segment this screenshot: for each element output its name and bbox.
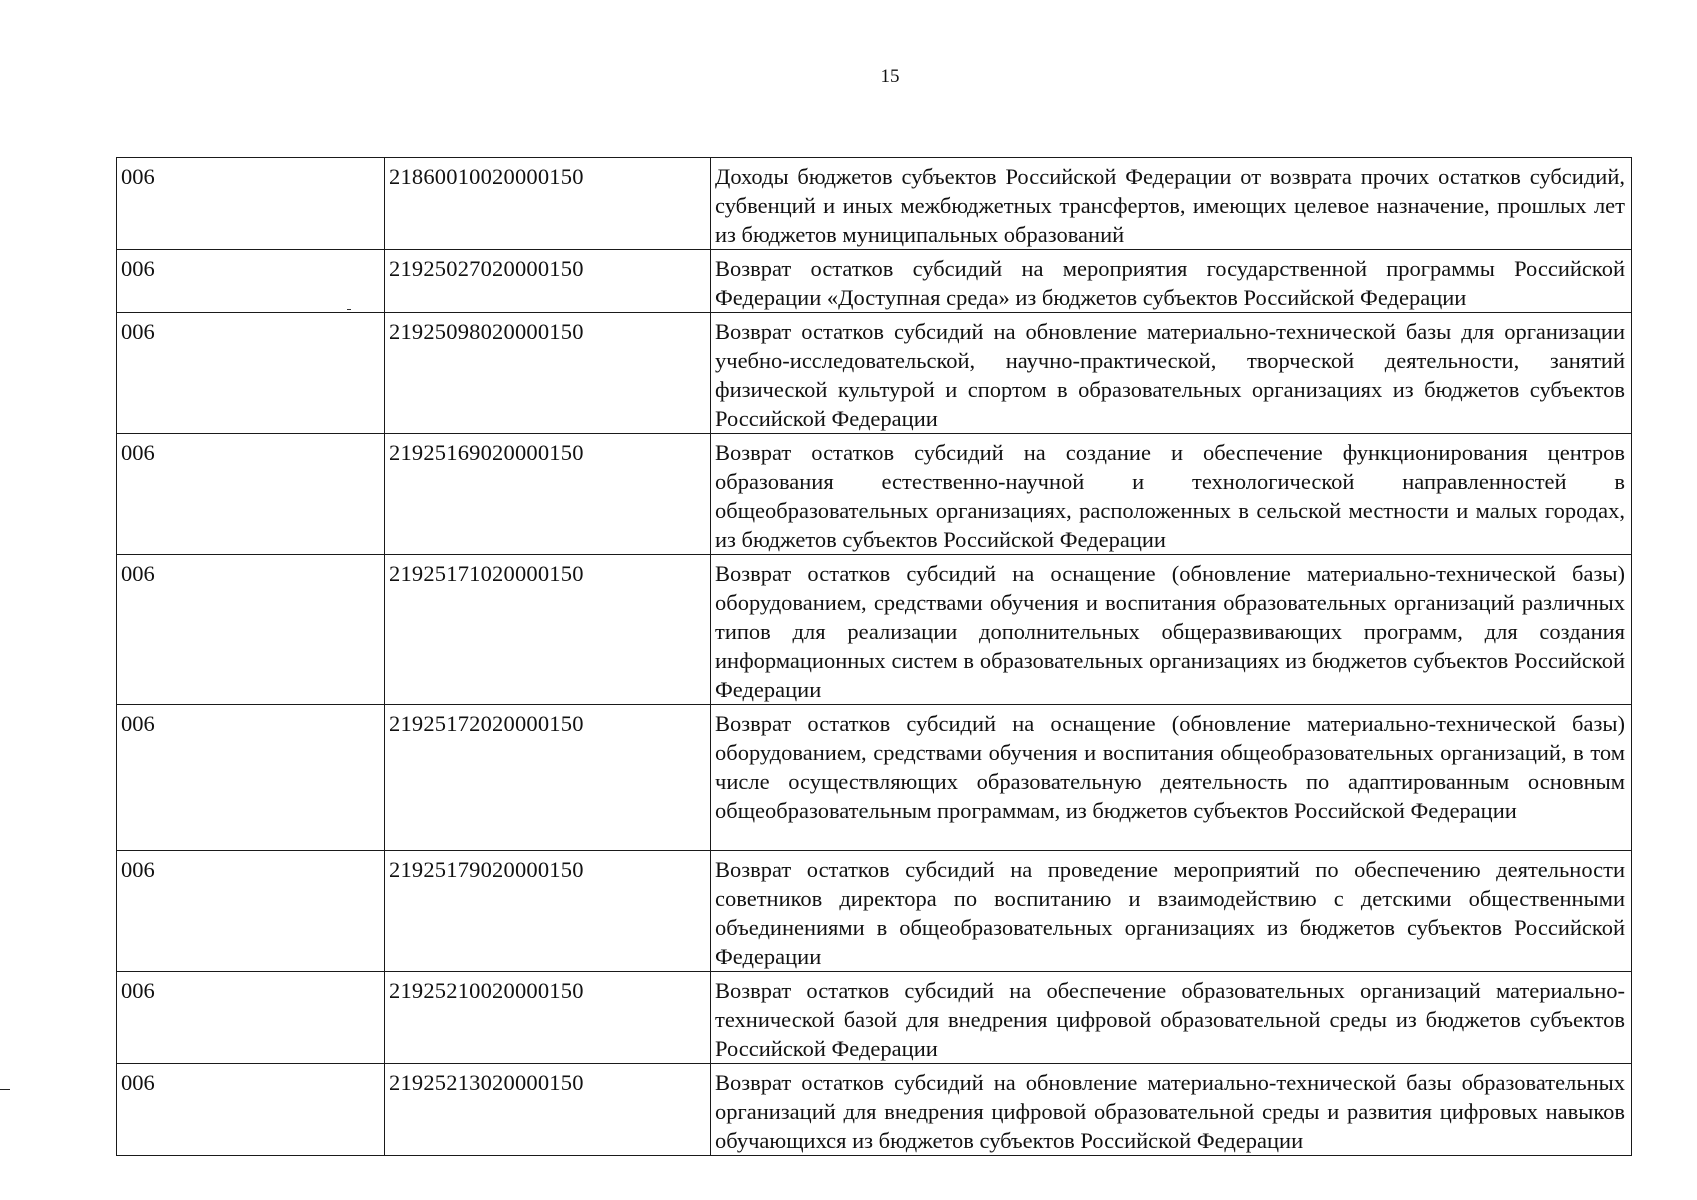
- admin-code-cell: 006: [117, 851, 385, 972]
- budget-code-cell: 21925098020000150: [385, 313, 711, 434]
- income-name-cell: Возврат остатков субсидий на создание и обеспечение функционирования центров образования естественно-научной и технологической направленностей в общеобразовательных организациях, расположенных в сельской местности и малых городах, из бюджетов субъектов Российской Федерации: [711, 434, 1632, 555]
- table-row: [117, 250, 1632, 313]
- income-name-cell: Возврат остатков субсидий на проведение мероприятий по обеспечению деятельности советников директора по воспитанию и взаимодействию с детскими общественными объединениями в общеобразовательных организациях из бюджетов субъектов Российской Федерации: [711, 851, 1632, 972]
- admin-code-cell: 006: [117, 705, 385, 851]
- income-name-cell: Возврат остатков субсидий на оснащение (обновление материально-технической базы) оборудованием, средствами обучения и воспитания образовательных организаций различных типов для реализации дополнительных общеразвивающих программ, для создания информационных систем в образовательных организациях из бюджетов субъектов Российской Федерации: [711, 555, 1632, 705]
- budget-code-cell: 21925027020000150: [385, 250, 711, 313]
- budget-code-cell: 21925179020000150: [385, 851, 711, 972]
- table-row: [117, 705, 1632, 851]
- table-row: [117, 1064, 1632, 1156]
- table-row: [117, 555, 1632, 705]
- page-number: 15: [880, 66, 900, 87]
- income-name-cell: Возврат остатков субсидий на мероприятия государственной программы Российской Федерации «Доступная среда» из бюджетов субъектов Российской Федерации: [711, 250, 1632, 313]
- budget-codes-table: [116, 157, 1632, 1156]
- budget-code-cell: 21925213020000150: [385, 1064, 711, 1156]
- admin-code-cell: 006: [117, 1064, 385, 1156]
- admin-code-cell: 006: [117, 158, 385, 250]
- income-name-cell: Возврат остатков субсидий на обновление материально-технической базы образовательных организаций для внедрения цифровой образовательной среды и развития цифровых навыков обучающихся из бюджетов субъектов Российской Федерации: [711, 1064, 1632, 1156]
- income-name-cell: Возврат остатков субсидий на обновление материально-технической базы для организации учебно-исследовательской, научно-практической, творческой деятельности, занятий физической культурой и спортом в образовательных организациях из бюджетов субъектов Российской Федерации: [711, 313, 1632, 434]
- budget-code-cell: 21925169020000150: [385, 434, 711, 555]
- income-name-cell: Возврат остатков субсидий на оснащение (обновление материально-технической базы) оборудованием, средствами обучения и воспитания общеобразовательных организаций, в том числе осуществляющих образовательную деятельность по адаптированным основным общеобразовательным программам, из бюджетов субъектов Российской Федерации: [711, 705, 1632, 851]
- table-row: [117, 972, 1632, 1064]
- income-name-cell: Возврат остатков субсидий на обеспечение образовательных организаций материально-технической базой для внедрения цифровой образовательной среды из бюджетов субъектов Российской Федерации: [711, 972, 1632, 1064]
- budget-code-cell: 21925210020000150: [385, 972, 711, 1064]
- table-row: [117, 434, 1632, 555]
- budget-code-cell: 21925171020000150: [385, 555, 711, 705]
- scan-tick-mark: [347, 309, 351, 310]
- admin-code-cell: 006: [117, 250, 385, 313]
- admin-code-cell: 006: [117, 434, 385, 555]
- income-name-cell: Доходы бюджетов субъектов Российской Федерации от возврата прочих остатков субсидий, субвенций и иных межбюджетных трансфертов, имеющих целевое назначение, прошлых лет из бюджетов муниципальных образований: [711, 158, 1632, 250]
- table-row: [117, 158, 1632, 250]
- table-row: [117, 313, 1632, 434]
- admin-code-cell: 006: [117, 972, 385, 1064]
- budget-code-cell: 21925172020000150: [385, 705, 711, 851]
- table-row: [117, 851, 1632, 972]
- budget-code-cell: 21860010020000150: [385, 158, 711, 250]
- scan-edge-mark: [0, 1089, 10, 1090]
- admin-code-cell: 006: [117, 555, 385, 705]
- admin-code-cell: 006: [117, 313, 385, 434]
